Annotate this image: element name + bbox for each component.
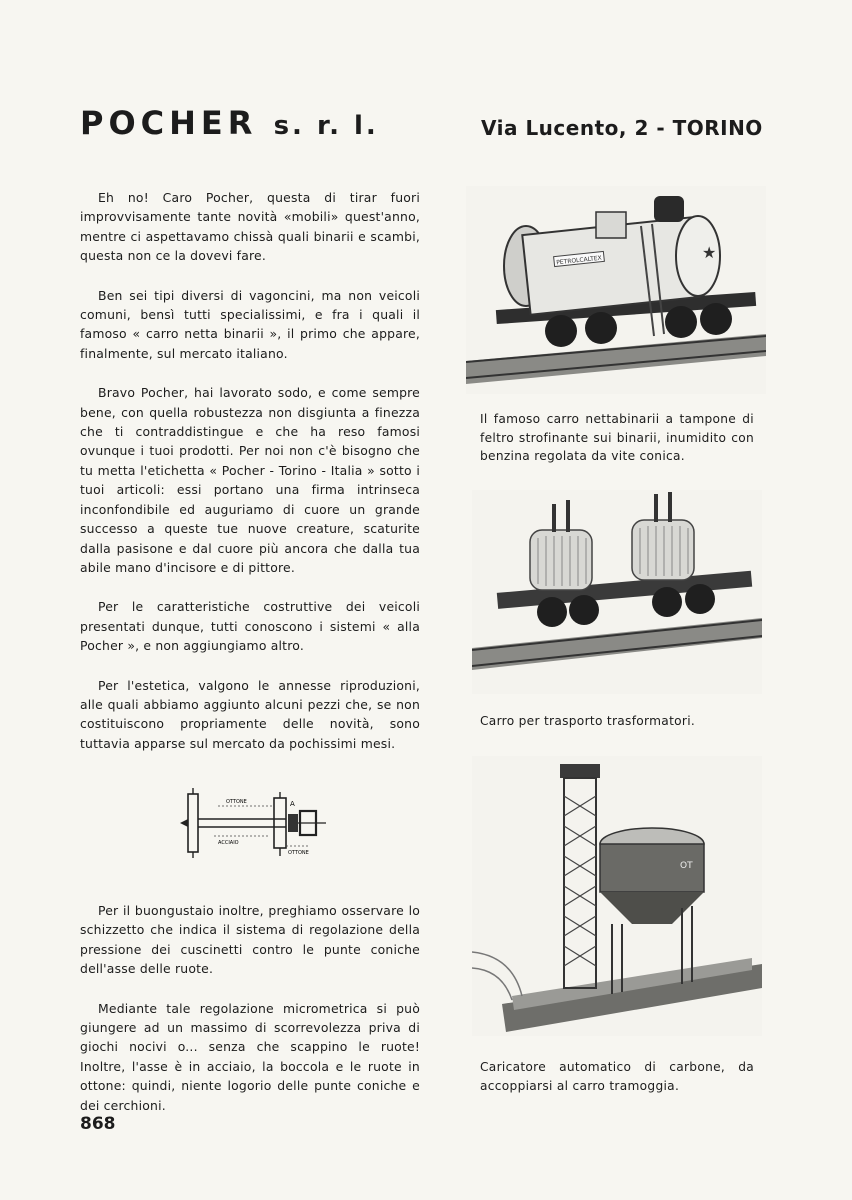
paragraph-5: Per l'estetica, valgono le annesse riproduzioni, alle quali abbiamo aggiunto alcuni pezzi che, se non costituiscono propriamente delle novità, sono tuttavia apparse sul mercato da pochissimi mesi.: [80, 677, 420, 751]
article-text-lower: [80, 901, 420, 1115]
company-address: Via Lucento, 2 - TORINO: [481, 116, 763, 140]
paragraph-7: Mediante tale regolazione micrometrica si può giungere ad un massimo di scorrevolezza priva di giochi nocivi o... senza che scappino le ruote! Inoltre, l'asse è in acciaio, la boccola e le ruote in ottone: quindi, niente logorio delle punte coniche e dei cerchioni.: [80, 1000, 420, 1113]
page-number: 868: [80, 1114, 116, 1134]
sketch-label-a: A: [290, 800, 295, 808]
paragraph-3: Bravo Pocher, hai lavorato sodo, e come sempre bene, con quella robustezza non disgiunta a finezza che ti contraddistingue e che ha reso famosi ovunque i tuoi prodotti. Per noi non c'è bisogno che tu metta l'etichetta « Pocher - Torino - Italia » sotto i tuoi articoli: essi portano una firma intrinseca inconfondibile ed auguriamo di cuore un grande successo a queste tue nuove creature, scaturite dalla pasisone e dal cuore più ancora che dalla tua abile mano d'incisore e di pittore.: [80, 385, 420, 575]
company-title: POCHER: [80, 104, 258, 142]
company-name: [80, 104, 379, 142]
article-text-upper: [80, 188, 420, 753]
caption-transformer-car: Carro per trasporto trasformatori.: [480, 714, 696, 728]
axle-sketch: [178, 784, 328, 864]
transformer-car-photo: [472, 490, 762, 694]
paragraph-6: Per il buongustaio inoltre, preghiamo osservare lo schizzetto che indica il sistema di regolazione della pressione dei cuscinetti contro le punte coniche dell'asse delle ruote.: [80, 903, 420, 977]
caption-coal-loader: Caricatore automatico di carbone, da accoppiarsi al carro tramoggia.: [480, 1060, 754, 1093]
paragraph-1: Eh no! Caro Pocher, questa di tirar fuori improvvisamente tante novità «mobili» quest'anno, mentre ci aspettavamo chissà quali binarii e scambi, questa non ce la dovevi fare.: [80, 190, 420, 264]
tank-car-photo: [466, 186, 766, 394]
company-suffix: s. r. l.: [273, 111, 379, 141]
tank-label: PETROLCALTEX: [555, 254, 603, 267]
sketch-label-top: OTTONE: [226, 799, 247, 805]
hopper-label: OT: [680, 861, 693, 871]
paragraph-4: Per le caratteristiche costruttive dei veicoli presentati dunque, tutti conoscono i sistemi « alla Pocher », e non aggiungiamo altro.: [80, 599, 420, 654]
paragraph-2: Ben sei tipi diversi di vagoncini, ma non veicoli comuni, bensì tutti specialissimi, e fra i quali il famoso « carro netta binarii », il primo che appare, finalmente, sul mercato italiano.: [80, 287, 420, 361]
caption-track-cleaner: Il famoso carro nettabinarii a tampone di feltro strofinante sui binarii, inumidito con benzina regolata da vite conica.: [480, 412, 754, 463]
sketch-label-steel: ACCIAIO: [218, 840, 239, 846]
star-emblem-icon: ★: [702, 243, 717, 262]
coal-loader-photo: [472, 756, 762, 1036]
sketch-label-brass: OTTONE: [288, 850, 309, 856]
